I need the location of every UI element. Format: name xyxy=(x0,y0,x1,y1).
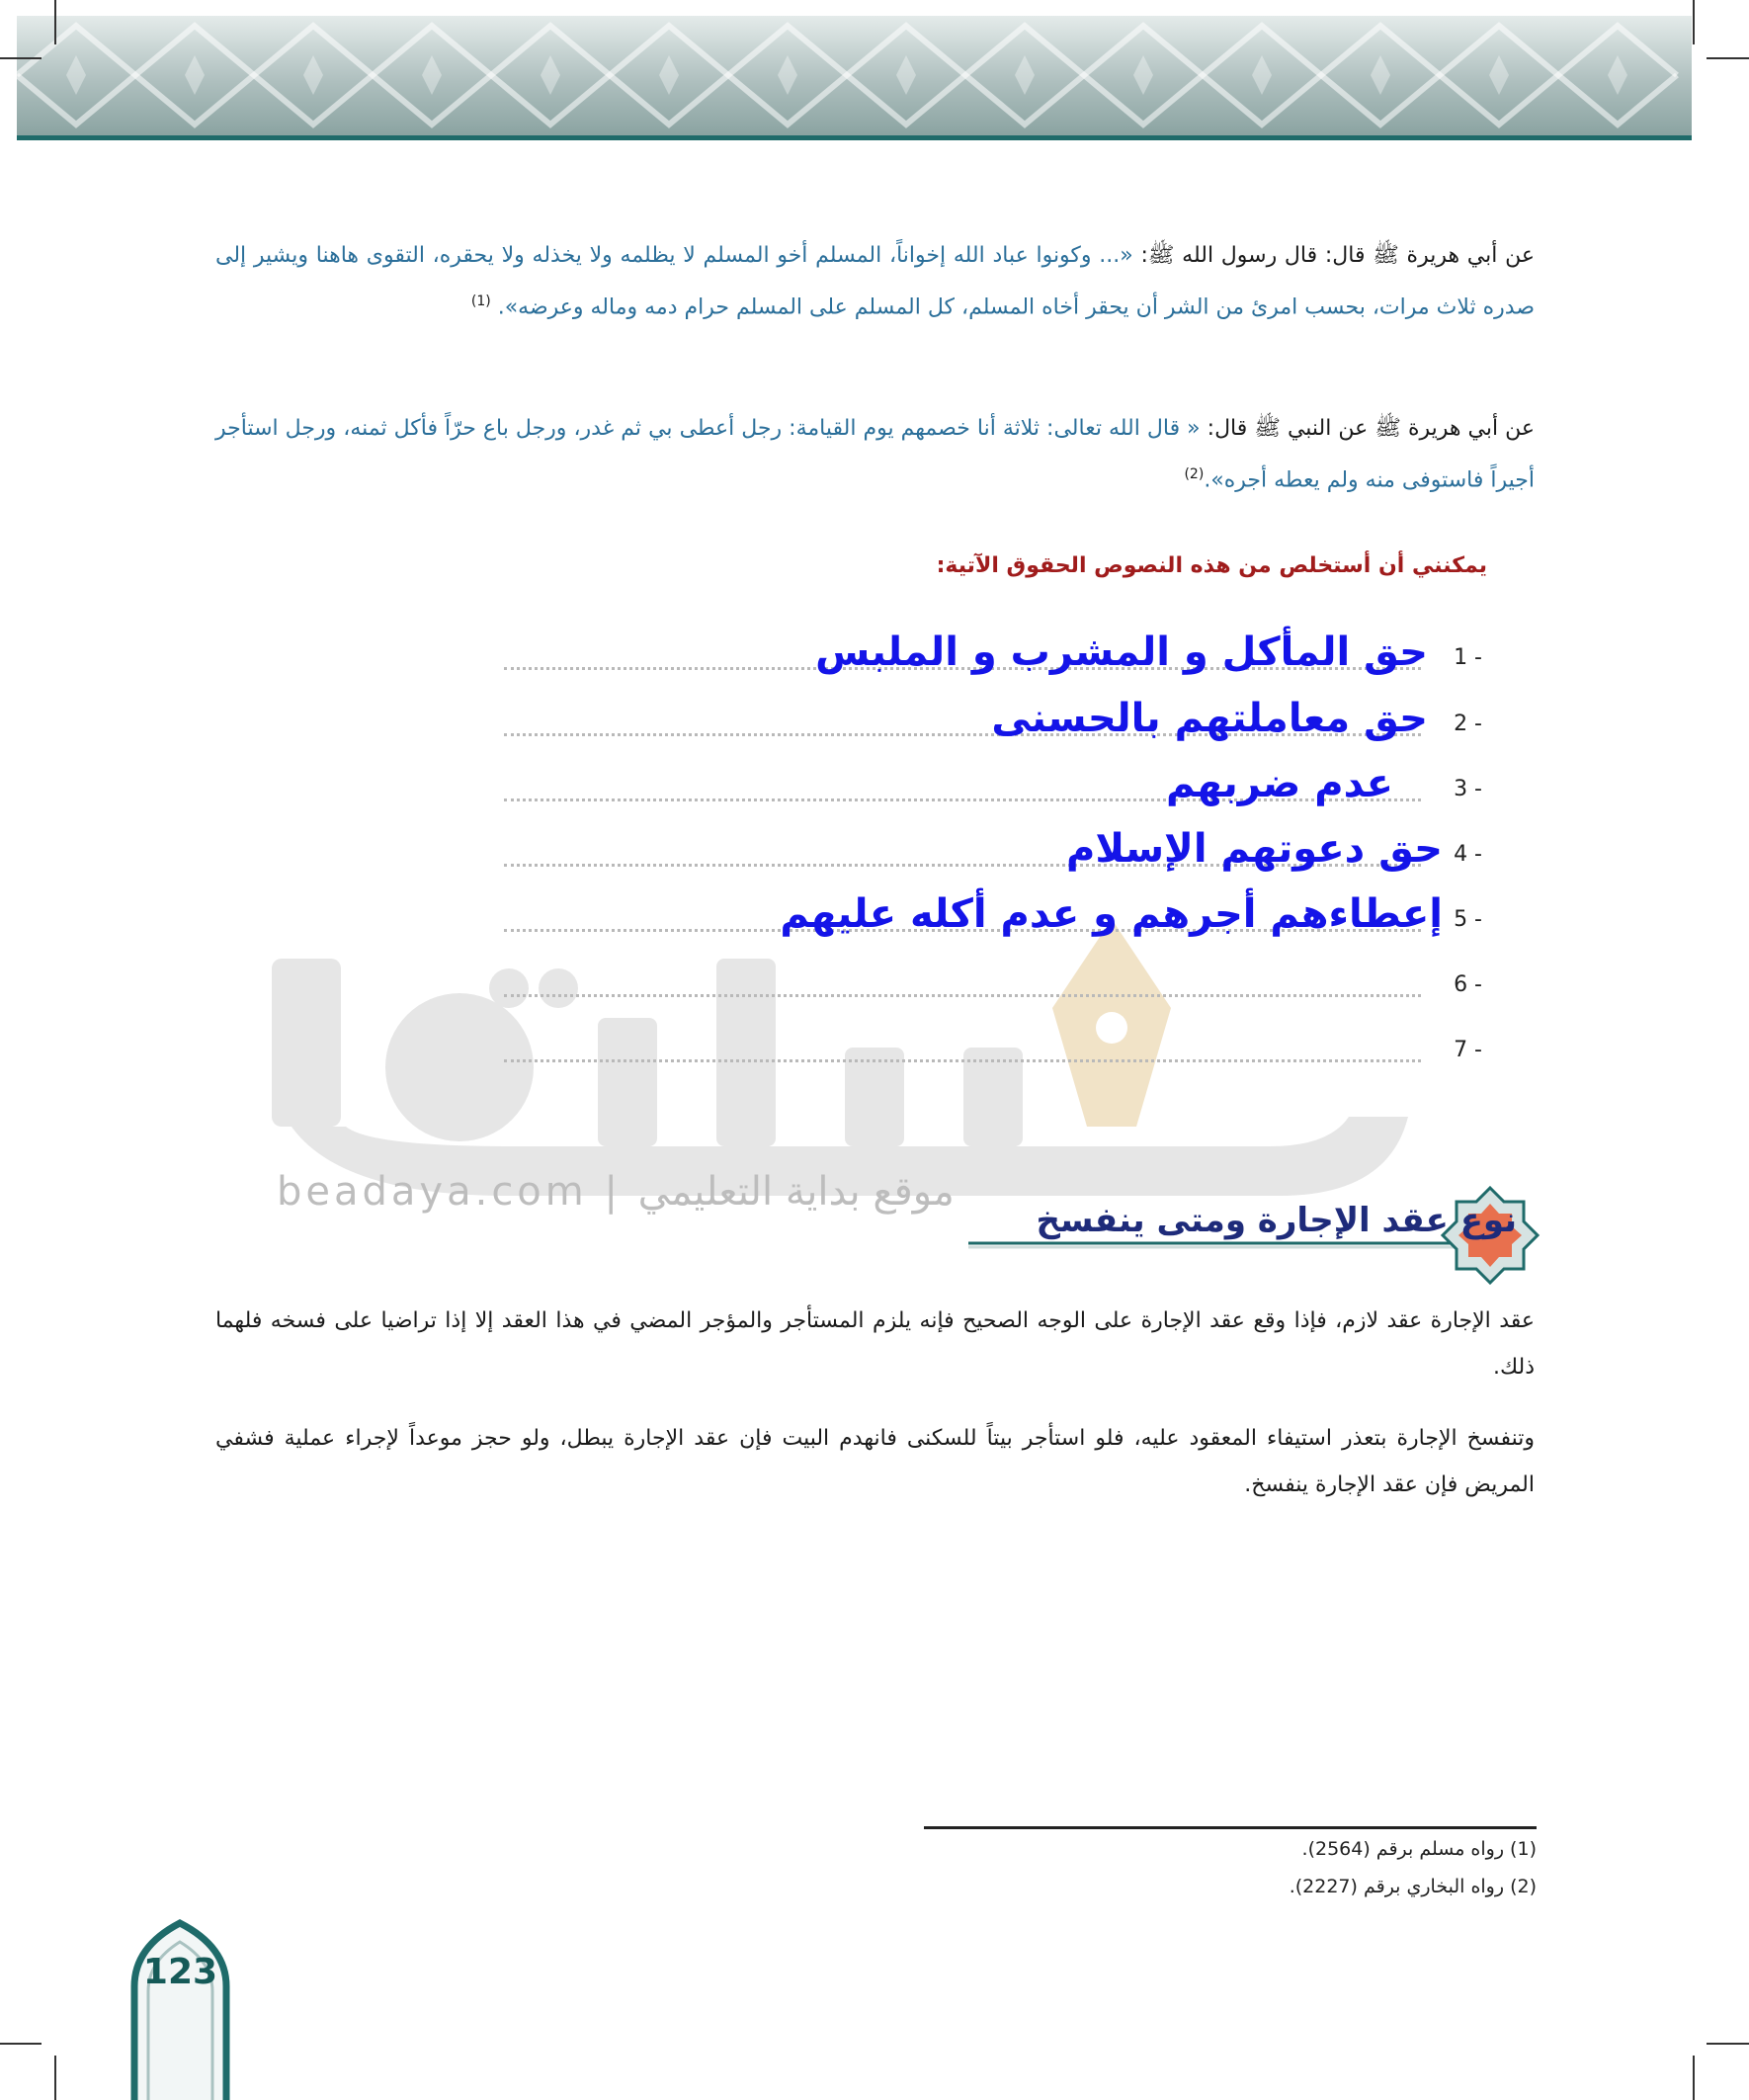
row-number: 4 - xyxy=(1454,842,1482,867)
footnote-2: (2) رواه البخاري برقم (2227). xyxy=(1289,1876,1537,1897)
crop-mark xyxy=(1693,2056,1695,2100)
hadith-paragraph-1 xyxy=(215,232,1535,330)
answer-row xyxy=(504,826,1482,883)
answer-row xyxy=(504,1030,1482,1079)
page-number: 123 xyxy=(142,1952,218,1992)
handwritten-answer[interactable]: عدم ضربهم xyxy=(1166,761,1393,806)
page-number-badge xyxy=(128,1917,232,2100)
row-number: 5 - xyxy=(1454,907,1482,932)
row-number: 7 - xyxy=(1454,1038,1482,1062)
hadith-2-quote: « قال الله تعالى: ثلاثة أنا خصمهم يوم القيامة: رجل أعطى بي ثم غدر، ورجل باع حرّاً فأكل ثمنه، ورجل استأجر أجيراً فاستوفى منه ولم يعطه أجره». xyxy=(215,416,1535,493)
crop-mark xyxy=(0,57,42,59)
crop-mark xyxy=(1707,57,1749,59)
row-number: 6 - xyxy=(1454,972,1482,997)
body-paragraph-2: وتنفسخ الإجارة بتعذر استيفاء المعقود عليه، فلو استأجر بيتاً للسكنى فانهدم البيت فإن عقد الإجارة يبطل، ولو حجز موعداً لإجراء عملية فشفي المريض فإن عقد الإجارة ينفسخ. xyxy=(215,1426,1535,1497)
hadith-paragraph-2 xyxy=(215,405,1535,503)
answer-row xyxy=(504,761,1482,818)
dotted-line xyxy=(504,1059,1421,1062)
row-number: 2 - xyxy=(1454,712,1482,736)
row-number: 3 - xyxy=(1454,777,1482,801)
row-number: 1 - xyxy=(1454,645,1482,670)
header-ornament-band xyxy=(17,16,1692,136)
hadith-1-intro: عن أبي هريرة ﷺ قال: قال رسول الله ﷺ: xyxy=(1132,243,1535,268)
handwritten-answer[interactable]: حق المأكل و المشرب و الملبس xyxy=(815,630,1428,675)
answer-row xyxy=(504,891,1482,949)
footnote-separator xyxy=(924,1826,1537,1829)
crop-mark xyxy=(0,2043,42,2045)
hadith-2-intro: عن أبي هريرة ﷺ عن النبي ﷺ قال: xyxy=(1200,416,1535,441)
crop-mark xyxy=(1693,0,1695,44)
footnote-ref-2: (2) xyxy=(1184,466,1205,482)
geometric-pattern-icon xyxy=(17,16,1692,136)
answer-row xyxy=(504,630,1482,687)
watermark-site-text: beadaya.com | موقع بداية التعليمي xyxy=(277,1169,955,1215)
dotted-line xyxy=(504,994,1421,997)
footnote-ref-1: (1) xyxy=(470,294,491,309)
answer-row xyxy=(504,696,1482,753)
crop-mark xyxy=(54,0,56,44)
body-paragraph-1: عقد الإجارة عقد لازم، فإذا وقع عقد الإجارة على الوجه الصحيح فإنه يلزم المستأجر والمؤجر المضي في هذا العقد إلا إذا تراضيا على فسخه فلهما ذلك. xyxy=(215,1308,1535,1380)
section-title: نوع عقد الإجارة ومتى ينفسخ xyxy=(1036,1201,1517,1240)
handwritten-answer[interactable]: حق معاملتهم بالحسنى xyxy=(991,696,1428,741)
handwritten-answer[interactable]: حق دعوتهم الإسلام xyxy=(1066,826,1443,872)
exercise-prompt: يمكنني أن أستخلص من هذه النصوص الحقوق الآتية: xyxy=(936,553,1487,578)
hadith-1-quote: «... وكونوا عباد الله إخواناً، المسلم أخو المسلم لا يظلمه ولا يخذله ولا يحقره، التقوى هاهنا ويشير إلى صدره ثلاث مرات، بحسب امرئ من الشر أن يحقر أخاه المسلم، كل المسلم على المسلم حرام دمه وماله وعرضه». xyxy=(215,243,1535,320)
header-rule xyxy=(17,135,1692,140)
answer-row xyxy=(504,965,1482,1014)
handwritten-answer[interactable]: إعطاءهم أجرهم و عدم أكله عليهم xyxy=(780,891,1443,937)
crop-mark xyxy=(54,2056,56,2100)
footnote-1: (1) رواه مسلم برقم (2564). xyxy=(1301,1838,1537,1860)
crop-mark xyxy=(1707,2043,1749,2045)
